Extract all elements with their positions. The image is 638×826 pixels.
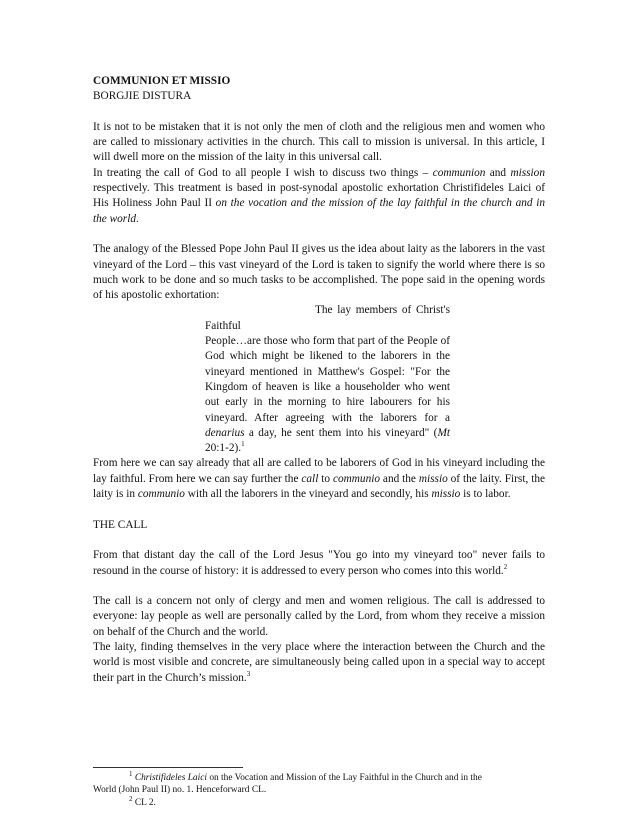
text-run: to	[318, 472, 333, 485]
text-run: a day, he sent them into his vineyard" (	[244, 426, 438, 439]
paragraph-treatment	[93, 166, 545, 227]
footnote-1	[93, 769, 545, 784]
italic-term: missio	[418, 472, 448, 485]
italic-title: Christifideles Laici	[134, 773, 207, 783]
text-run: In treating the call of God to all people I wish to discuss two things –	[93, 166, 433, 179]
italic-term: denarius	[205, 426, 245, 439]
paragraph-distant-day	[93, 548, 545, 579]
text-run: and the	[380, 472, 419, 485]
footnote-2	[93, 794, 545, 809]
text-run: is to labor.	[460, 488, 511, 501]
footnotes	[93, 769, 545, 809]
italic-term: communio	[332, 472, 381, 485]
italic-term: communion	[432, 166, 486, 179]
document-body	[93, 74, 545, 686]
paragraph-laborers	[93, 456, 545, 502]
footnote-marker: 2	[503, 562, 508, 571]
text-run: with all the laborers in the vineyard and secondly, his	[184, 488, 432, 501]
text-run: of the laity. First, the laity is in	[93, 472, 545, 501]
text-run: and	[485, 166, 511, 179]
footnote-1-continued: World (John Paul II) no. 1. Henceforward CL.	[93, 785, 267, 796]
italic-term: Mt	[437, 426, 450, 439]
text-run: 20:1-2).	[205, 442, 242, 455]
text-run: The laity, finding themselves in the very place where the interaction between the Church and the world is most visible and concrete, are simultaneously being called upon in a special way to accept their part in the Church’s mission.	[93, 640, 545, 684]
italic-term: communio	[137, 488, 185, 501]
text-run: on the Vocation and Mission of the Lay Faithful in the Church and in the	[206, 773, 482, 783]
text-run: People…are those who form that part of the People of God which might be likened to the laborers in the vineyard mentioned in Matthew's Gospel: "For the Kingdom of heaven is like a householder who went out early in the morning to hire labourers for his vineyard. After agreeing with the laborers for a	[205, 335, 450, 424]
text-run: From here we can say already that all are called to be laborers of God in his vineyard including the lay faithful. From here we can say further the	[93, 457, 545, 485]
document-title: COMMUNION ET MISSIO	[93, 75, 231, 87]
quote-first-line: The lay members of Christ's Faithful	[205, 304, 450, 332]
paragraph-call-concern: The call is a concern not only of clergy and men and women religious. The call is addressed to everyone: lay people as well are personally called by the Lord, from whom they receive a mission on behalf of the Church and the world.	[93, 595, 545, 638]
block-quote	[205, 303, 450, 456]
text-run: From that distant day the call of the Lord Jesus "You go into my vineyard too" never fails to resound in the course of history: it is addressed to every person who comes into this world.	[93, 549, 545, 577]
paragraph-intro: It is not to be mistaken that it is not only the men of cloth and the religious men and women who are called to missionary activities in the church. This call to mission is universal. In this article, I will dwell more on the mission of the laity in this universal call.	[93, 120, 545, 164]
author-name: BORGJIE DISTURA	[93, 90, 192, 103]
paragraph-analogy: The analogy of the Blessed Pope John Paul II gives us the idea about laity as the laborers in the vast vineyard of the Lord – this vast vineyard of the Lord is taken to signify the world where there is so much work to be done and so much tasks to be accomplished. The pope said in the opening words of his apostolic exhortation:	[93, 243, 545, 302]
text-run: .	[136, 212, 139, 225]
italic-term: missio	[431, 488, 461, 501]
text-run: respectively. This treatment is based in post-synodal apostolic exhortation Christifideles Laici of His Holiness John Paul II	[93, 182, 545, 210]
paragraph-laity-role	[93, 640, 545, 686]
footnote-marker: 1	[241, 440, 245, 449]
footnote-separator	[93, 767, 243, 768]
footnote-number: 1	[129, 769, 133, 778]
italic-title: on the vocation and the mission of the lay faithful in the church and in the world	[93, 197, 545, 225]
italic-term: call	[301, 472, 319, 485]
footnote-marker: 3	[246, 669, 251, 678]
italic-term: mission	[510, 166, 545, 179]
section-heading-the-call: THE CALL	[93, 518, 148, 531]
footnote-number: 2	[129, 794, 133, 803]
text-run: CL 2.	[132, 797, 156, 808]
